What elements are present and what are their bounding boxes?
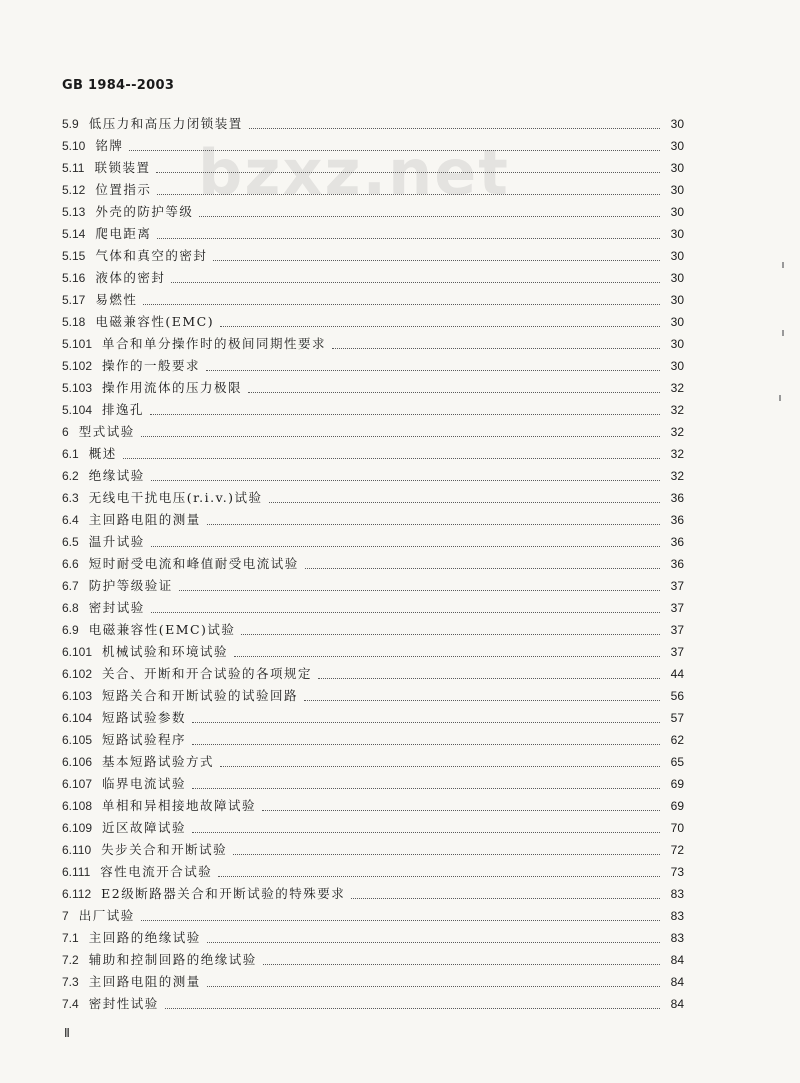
toc-entry[interactable] [62,267,684,289]
toc-entry-title: 联锁装置 [94,160,151,175]
toc-entry-number: 5.104 [62,403,93,417]
toc-entry-title: 爬电距离 [95,226,152,241]
table-of-contents [62,113,684,1015]
toc-entry-title: 短路试验程序 [102,732,187,747]
toc-entry-number: 5.9 [62,117,79,131]
toc-entry-number: 6.1 [62,447,79,461]
toc-entry-title: 排逸孔 [102,402,145,417]
toc-entry-page: 30 [670,205,684,219]
toc-entry-title: 主回路电阻的测量 [88,512,201,527]
toc-dot-leader [171,282,660,283]
toc-entry[interactable] [62,575,684,597]
toc-entry[interactable] [62,487,684,509]
toc-entry-number: 7.2 [62,953,79,967]
toc-entry-title: 防护等级验证 [88,578,173,593]
toc-entry-title: 临界电流试验 [102,776,187,791]
toc-entry[interactable] [62,751,684,773]
toc-entry-number: 7.1 [62,931,79,945]
toc-entry[interactable] [62,245,684,267]
toc-entry-title: 电磁兼容性(EMC)试验 [88,622,236,637]
toc-entry-page: 30 [670,271,684,285]
toc-entry-title: 型式试验 [78,424,135,439]
toc-entry-page: 84 [670,975,684,989]
toc-dot-leader [143,304,660,305]
toc-dot-leader [129,150,660,151]
toc-entry-page: 30 [670,315,684,329]
toc-entry[interactable] [62,443,684,465]
toc-entry-number: 7 [62,909,69,923]
toc-entry-page: 83 [670,909,684,923]
toc-entry-title: 短时耐受电流和峰值耐受电流试验 [88,556,299,571]
toc-entry-title: 外壳的防护等级 [95,204,194,219]
toc-dot-leader [351,898,660,899]
toc-entry-page: 32 [670,381,684,395]
toc-dot-leader [151,480,660,481]
toc-entry-number: 6.4 [62,513,79,527]
toc-dot-leader [192,788,660,789]
toc-entry-title: 密封性试验 [88,996,159,1011]
toc-entry-title: 操作用流体的压力极限 [102,380,243,395]
toc-entry[interactable] [62,949,684,971]
toc-dot-leader [248,392,660,393]
toc-dot-leader [192,722,660,723]
toc-dot-leader [157,238,660,239]
toc-entry[interactable] [62,619,684,641]
toc-entry-number: 6 [62,425,69,439]
scan-edge-mark [782,262,784,268]
toc-entry[interactable] [62,839,684,861]
toc-entry-page: 37 [670,601,684,615]
toc-dot-leader [141,436,660,437]
toc-entry[interactable] [62,795,684,817]
toc-entry[interactable] [62,377,684,399]
toc-dot-leader [207,986,660,987]
toc-entry-number: 5.16 [62,271,86,285]
toc-dot-leader [206,370,660,371]
toc-entry-number: 6.8 [62,601,79,615]
toc-entry-number: 6.101 [62,645,93,659]
toc-entry[interactable] [62,927,684,949]
toc-entry-page: 56 [670,689,684,703]
toc-entry-number: 6.108 [62,799,93,813]
toc-entry[interactable] [62,201,684,223]
toc-entry-number: 6.2 [62,469,79,483]
toc-entry-page: 30 [670,161,684,175]
toc-entry-page: 44 [670,667,684,681]
toc-entry-title: 单合和单分操作时的极间同期性要求 [102,336,327,351]
toc-dot-leader [156,172,660,173]
toc-entry-title: 主回路的绝缘试验 [88,930,201,945]
toc-entry-page: 30 [670,359,684,373]
page-number-footer: Ⅱ [64,1026,70,1040]
toc-entry-title: 概述 [88,446,117,461]
toc-dot-leader [123,458,660,459]
toc-dot-leader [269,502,660,503]
toc-entry[interactable] [62,993,684,1015]
toc-entry[interactable] [62,685,684,707]
toc-entry-page: 57 [670,711,684,725]
toc-entry-title: 短路关合和开断试验的试验回路 [102,688,299,703]
toc-entry[interactable] [62,971,684,993]
toc-dot-leader [241,634,660,635]
toc-entry-number: 6.111 [62,865,91,879]
toc-entry-title: 辅助和控制回路的绝缘试验 [88,952,257,967]
toc-dot-leader [192,832,660,833]
toc-entry-number: 6.110 [62,843,92,857]
toc-entry-title: 基本短路试验方式 [102,754,215,769]
toc-entry-title: 近区故障试验 [102,820,187,835]
toc-entry-page: 36 [670,513,684,527]
toc-entry[interactable] [62,773,684,795]
toc-entry[interactable] [62,399,684,421]
toc-entry[interactable] [62,509,684,531]
toc-entry-title: 无线电干扰电压(r.i.v.)试验 [88,490,263,505]
toc-dot-leader [165,1008,660,1009]
toc-entry[interactable] [62,861,684,883]
toc-entry[interactable] [62,179,684,201]
toc-entry-title: 绝缘试验 [88,468,145,483]
toc-entry-number: 6.7 [62,579,79,593]
toc-dot-leader [179,590,660,591]
toc-dot-leader [141,920,660,921]
toc-entry[interactable] [62,135,684,157]
toc-entry-page: 30 [670,117,684,131]
toc-entry-number: 7.4 [62,997,79,1011]
toc-entry-page: 36 [670,491,684,505]
toc-dot-leader [220,766,660,767]
toc-entry-number: 5.12 [62,183,86,197]
toc-dot-leader [218,876,660,877]
toc-entry-page: 30 [670,337,684,351]
toc-entry-number: 6.107 [62,777,93,791]
toc-entry-title: 单相和异相接地故障试验 [102,798,257,813]
toc-dot-leader [151,546,660,547]
toc-entry[interactable] [62,729,684,751]
toc-entry-page: 83 [670,887,684,901]
toc-entry-number: 6.5 [62,535,79,549]
toc-entry-page: 32 [670,403,684,417]
toc-dot-leader [332,348,660,349]
toc-entry-page: 37 [670,623,684,637]
toc-entry[interactable] [62,289,684,311]
toc-entry-title: 气体和真空的密封 [95,248,208,263]
toc-dot-leader [318,678,660,679]
toc-entry-number: 7.3 [62,975,79,989]
toc-entry[interactable] [62,883,684,905]
toc-entry-number: 6.9 [62,623,79,637]
toc-entry-title: 失步关合和开断试验 [101,842,228,857]
toc-entry[interactable] [62,157,684,179]
toc-entry-number: 5.102 [62,359,93,373]
toc-entry-number: 6.3 [62,491,79,505]
toc-entry-number: 6.112 [62,887,92,901]
toc-entry-number: 6.106 [62,755,93,769]
toc-entry-title: 出厂试验 [78,908,135,923]
toc-entry[interactable] [62,113,684,135]
toc-entry-page: 30 [670,139,684,153]
toc-entry-page: 30 [670,293,684,307]
toc-dot-leader [304,700,660,701]
toc-entry-title: 位置指示 [95,182,152,197]
toc-entry[interactable] [62,553,684,575]
toc-entry-title: 关合、开断和开合试验的各项规定 [102,666,313,681]
toc-entry-title: 易燃性 [95,292,138,307]
toc-entry-page: 65 [670,755,684,769]
toc-entry-title: 铭牌 [95,138,124,153]
toc-entry-title: 密封试验 [88,600,145,615]
toc-entry-title: 温升试验 [88,534,145,549]
toc-entry-title: 操作的一般要求 [102,358,201,373]
toc-dot-leader [213,260,660,261]
toc-entry-page: 37 [670,645,684,659]
toc-entry-page: 37 [670,579,684,593]
toc-dot-leader [233,854,660,855]
toc-entry-number: 5.11 [62,161,85,175]
toc-entry[interactable] [62,531,684,553]
toc-entry-page: 32 [670,469,684,483]
toc-entry-number: 5.103 [62,381,93,395]
toc-entry-page: 30 [670,249,684,263]
toc-entry-number: 5.17 [62,293,86,307]
toc-entry-page: 32 [670,447,684,461]
toc-entry-number: 5.101 [62,337,93,351]
toc-entry-page: 70 [670,821,684,835]
toc-entry-page: 36 [670,535,684,549]
toc-entry-title: 机械试验和环境试验 [102,644,229,659]
toc-dot-leader [305,568,660,569]
toc-entry-title: E2级断路器关合和开断试验的特殊要求 [101,886,346,901]
toc-entry-page: 32 [670,425,684,439]
toc-entry-title: 容性电流开合试验 [100,864,213,879]
toc-entry[interactable] [62,421,684,443]
toc-entry[interactable] [62,311,684,333]
toc-dot-leader [262,810,660,811]
toc-dot-leader [199,216,660,217]
toc-entry[interactable] [62,905,684,927]
toc-dot-leader [151,612,660,613]
toc-entry-page: 30 [670,183,684,197]
toc-entry-number: 5.15 [62,249,86,263]
toc-entry-page: 30 [670,227,684,241]
toc-dot-leader [220,326,660,327]
toc-entry-page: 72 [670,843,684,857]
toc-entry-number: 6.103 [62,689,93,703]
toc-dot-leader [150,414,660,415]
toc-entry[interactable] [62,465,684,487]
toc-entry[interactable] [62,597,684,619]
toc-entry[interactable] [62,333,684,355]
toc-dot-leader [263,964,660,965]
toc-dot-leader [157,194,660,195]
toc-entry[interactable] [62,355,684,377]
toc-entry[interactable] [62,817,684,839]
toc-entry-number: 5.10 [62,139,86,153]
toc-dot-leader [249,128,660,129]
toc-entry-number: 6.6 [62,557,79,571]
toc-dot-leader [207,942,660,943]
toc-entry-page: 73 [670,865,684,879]
toc-dot-leader [207,524,660,525]
toc-entry[interactable] [62,707,684,729]
toc-entry-page: 84 [670,953,684,967]
toc-entry-title: 主回路电阻的测量 [88,974,201,989]
toc-entry[interactable] [62,223,684,245]
scan-edge-mark [779,395,781,401]
scan-edge-mark [782,330,784,336]
toc-entry-number: 5.18 [62,315,86,329]
toc-entry-number: 6.105 [62,733,93,747]
toc-dot-leader [192,744,660,745]
toc-dot-leader [234,656,660,657]
toc-entry-number: 5.14 [62,227,86,241]
toc-entry-title: 电磁兼容性(EMC) [95,314,215,329]
toc-entry-page: 84 [670,997,684,1011]
toc-entry-title: 低压力和高压力闭锁装置 [88,116,243,131]
toc-entry-page: 83 [670,931,684,945]
toc-entry-number: 6.102 [62,667,93,681]
toc-entry-page: 36 [670,557,684,571]
toc-entry-number: 6.109 [62,821,93,835]
toc-entry[interactable] [62,663,684,685]
toc-entry-number: 6.104 [62,711,93,725]
toc-entry-page: 69 [670,799,684,813]
toc-entry-page: 69 [670,777,684,791]
toc-entry[interactable] [62,641,684,663]
toc-entry-number: 5.13 [62,205,86,219]
document-id-header: GB 1984--2003 [62,78,175,93]
toc-entry-title: 短路试验参数 [102,710,187,725]
watermark: bzxz.net [198,136,510,209]
toc-entry-page: 62 [670,733,684,747]
toc-entry-title: 液体的密封 [95,270,166,285]
